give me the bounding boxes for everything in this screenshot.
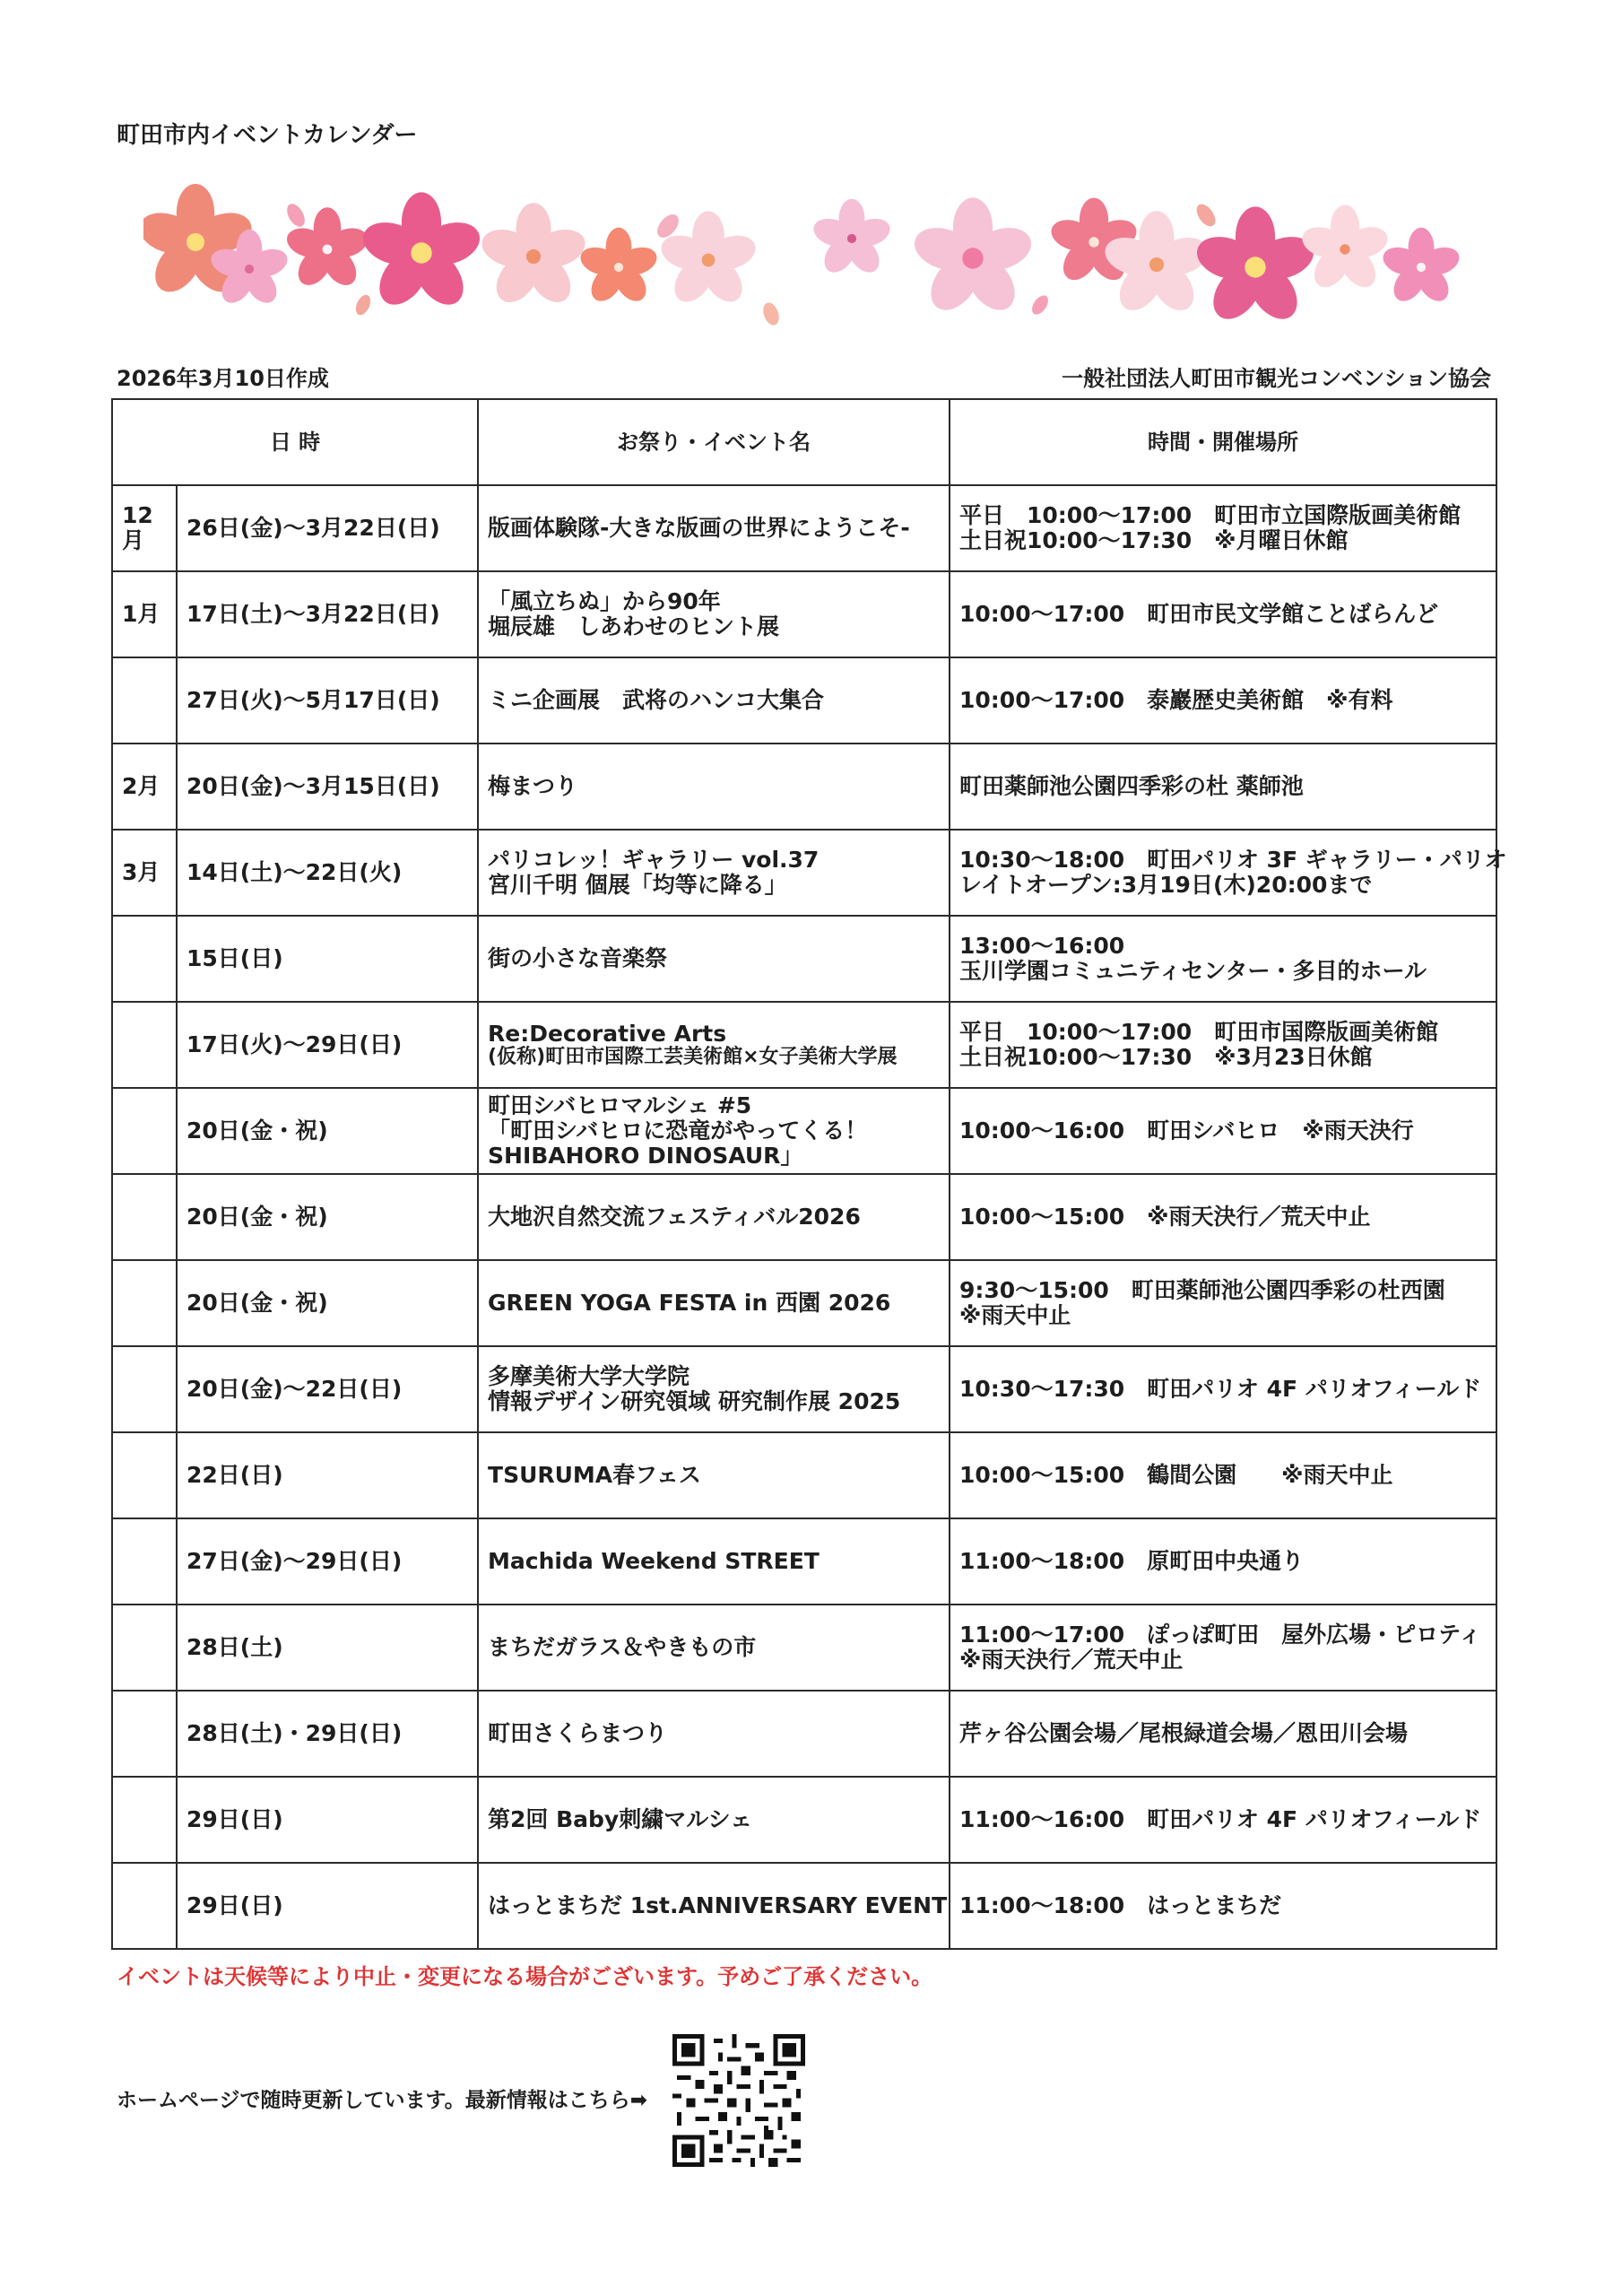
event-info-line: ※雨天決行／荒天中止 xyxy=(959,1647,1184,1673)
event-name-line: 版画体験隊-大きな版画の世界にようこそ- xyxy=(488,515,910,541)
month-cell xyxy=(112,1002,177,1088)
month-cell: 1月 xyxy=(112,571,177,657)
event-info-line: 土日祝10:00～17:30 ※3月23日休館 xyxy=(959,1044,1373,1070)
event-name-cell xyxy=(478,1174,950,1260)
event-name-line: Re:Decorative Arts xyxy=(488,1020,727,1047)
month-cell xyxy=(112,1777,177,1863)
event-name-cell xyxy=(478,1002,950,1088)
event-name-line: Machida Weekend STREET xyxy=(488,1548,820,1574)
month-cell xyxy=(112,1174,177,1260)
table-row xyxy=(112,1260,1496,1346)
month-cell xyxy=(112,1605,177,1691)
date-cell: 29日(日) xyxy=(177,1777,478,1863)
event-name-line: 「町田シバヒロに恐竜がやってくる！ xyxy=(488,1118,868,1144)
table-row xyxy=(112,1002,1496,1088)
column-header-name: お祭り・イベント名 xyxy=(478,399,950,485)
month-cell xyxy=(112,1088,177,1174)
event-name-cell xyxy=(478,1518,950,1605)
homepage-text: ホームページで随時更新しています。最新情報はこちら xyxy=(117,2089,630,2112)
event-info-cell xyxy=(950,1346,1496,1432)
event-name-cell xyxy=(478,1346,950,1432)
event-name-cell xyxy=(478,916,950,1002)
event-name-cell xyxy=(478,1432,950,1518)
month-cell xyxy=(112,1260,177,1346)
created-date: 2026年3月10日作成 xyxy=(117,366,329,391)
event-name-line: (仮称)町田市国際工芸美術館×女子美術大学展 xyxy=(488,1045,898,1068)
table-row xyxy=(112,830,1496,916)
event-name-line: まちだガラス＆やきもの市 xyxy=(488,1634,757,1660)
organization-name: 一般社団法人町田市観光コンベンション協会 xyxy=(1062,366,1491,391)
event-info-line: 10:00～15:00 鶴間公園 ※雨天中止 xyxy=(959,1462,1393,1488)
event-info-cell xyxy=(950,916,1496,1002)
event-info-line: 10:00～17:00 町田市民文学館ことばらんど xyxy=(959,601,1439,627)
weather-notice: イベントは天候等により中止・変更になる場合がございます。予めご了承ください。 xyxy=(117,1964,933,1989)
event-info-line: ※雨天中止 xyxy=(959,1302,1071,1328)
month-cell xyxy=(112,916,177,1002)
event-name-cell xyxy=(478,1605,950,1691)
date-cell: 14日(土)～22日(火) xyxy=(177,830,478,916)
event-info-line: 土日祝10:00～17:30 ※月曜日休館 xyxy=(959,527,1349,553)
column-header-date: 日 時 xyxy=(112,399,478,485)
event-info-line: 平日 10:00～17:00 町田市立国際版画美術館 xyxy=(959,502,1462,528)
arrow-right-icon: ➡ xyxy=(629,2089,647,2112)
event-info-cell xyxy=(950,830,1507,916)
page-title: 町田市内イベントカレンダー xyxy=(117,122,418,149)
event-info-cell xyxy=(950,1174,1496,1260)
date-cell: 17日(火)～29日(日) xyxy=(177,1002,478,1088)
date-cell: 15日(日) xyxy=(177,916,478,1002)
event-name-line: 宮川千明 個展「均等に降る」 xyxy=(488,872,787,898)
event-name-cell xyxy=(478,485,950,571)
table-row xyxy=(112,916,1496,1002)
event-info-line: 10:00～16:00 町田シバヒロ ※雨天決行 xyxy=(959,1118,1414,1144)
month-cell xyxy=(112,1346,177,1432)
event-info-cell xyxy=(950,1605,1496,1691)
table-row xyxy=(112,1863,1496,1949)
table-row xyxy=(112,1174,1496,1260)
event-info-line: 町田薬師池公園四季彩の杜 薬師池 xyxy=(959,773,1304,799)
date-cell: 20日(金)～22日(日) xyxy=(177,1346,478,1432)
month-cell xyxy=(112,1432,177,1518)
month-cell: 3月 xyxy=(112,830,177,916)
event-table xyxy=(111,398,1507,1950)
event-info-cell xyxy=(950,1432,1496,1518)
event-info-line: 10:30～18:00 町田パリオ 3F ギャラリー・パリオ xyxy=(959,847,1507,873)
event-name-line: GREEN YOGA FESTA in 西園 2026 xyxy=(488,1290,891,1316)
event-info-line: 11:00～17:00 ぽっぽ町田 屋外広場・ピロティ xyxy=(959,1622,1482,1648)
event-info-line: 玉川学園コミュニティセンター・多目的ホール xyxy=(959,958,1427,984)
event-info-cell xyxy=(950,657,1496,744)
event-name-line: 情報デザイン研究領域 研究制作展 2025 xyxy=(488,1388,901,1414)
event-info-line: 10:00～17:00 泰巖歴史美術館 ※有料 xyxy=(959,687,1393,713)
event-name-line: 大地沢自然交流フェスティバル2026 xyxy=(488,1204,861,1230)
date-cell: 29日(日) xyxy=(177,1863,478,1949)
event-name-cell xyxy=(478,657,950,744)
month-cell xyxy=(112,1691,177,1777)
event-name-line: 町田さくらまつり xyxy=(488,1720,668,1746)
event-name-line: 「風立ちぬ」から90年 xyxy=(488,588,721,614)
month-cell xyxy=(112,1863,177,1949)
event-name-cell xyxy=(478,1088,950,1174)
event-name-line: ミニ企画展 武将のハンコ大集合 xyxy=(488,687,825,713)
event-info-line: レイトオープン:3月19日(木)20:00まで xyxy=(959,872,1373,898)
table-row xyxy=(112,1605,1496,1691)
table-row xyxy=(112,657,1496,744)
event-info-line: 9:30～15:00 町田薬師池公園四季彩の杜西園 xyxy=(959,1277,1445,1303)
date-cell: 20日(金・祝) xyxy=(177,1088,478,1174)
table-row xyxy=(112,1777,1496,1863)
date-cell: 26日(金)～3月22日(日) xyxy=(177,485,478,571)
event-info-cell xyxy=(950,1518,1496,1605)
event-name-cell xyxy=(478,1691,950,1777)
event-info-cell xyxy=(950,1088,1496,1174)
cherry-blossom-banner-icon xyxy=(143,179,1470,341)
date-cell: 28日(土)・29日(日) xyxy=(177,1691,478,1777)
event-info-line: 平日 10:00～17:00 町田市国際版画美術館 xyxy=(959,1019,1439,1045)
event-info-line: 10:30～17:30 町田パリオ 4F パリオフィールド xyxy=(959,1376,1482,1402)
event-info-cell xyxy=(950,571,1496,657)
event-name-cell xyxy=(478,744,950,830)
event-info-cell xyxy=(950,1260,1496,1346)
event-name-cell xyxy=(478,830,950,916)
event-name-cell xyxy=(478,1863,950,1949)
event-info-cell xyxy=(950,485,1496,571)
event-info-cell xyxy=(950,744,1496,830)
event-info-line: 芹ヶ谷公園会場／尾根緑道会場／恩田川会場 xyxy=(959,1720,1409,1746)
homepage-note xyxy=(117,2083,647,2113)
event-info-line: 10:00～15:00 ※雨天決行／荒天中止 xyxy=(959,1204,1371,1230)
event-name-line: はっとまちだ 1st.ANNIVERSARY EVENT xyxy=(488,1892,948,1918)
event-info-line: 11:00～18:00 原町田中央通り xyxy=(959,1548,1305,1574)
event-name-line: 多摩美術大学大学院 xyxy=(488,1363,690,1389)
table-row xyxy=(112,485,1496,571)
date-cell: 20日(金・祝) xyxy=(177,1260,478,1346)
event-info-line: 13:00～16:00 xyxy=(959,933,1125,959)
table-row xyxy=(112,1346,1496,1432)
event-name-cell xyxy=(478,1260,950,1346)
date-cell: 28日(土) xyxy=(177,1605,478,1691)
month-cell: 12月 xyxy=(112,485,177,571)
date-cell: 17日(土)～3月22日(日) xyxy=(177,571,478,657)
month-cell: 2月 xyxy=(112,744,177,830)
event-name-line: 第2回 Baby刺繍マルシェ xyxy=(488,1806,753,1832)
table-row xyxy=(112,1432,1496,1518)
month-cell xyxy=(112,657,177,744)
table-row xyxy=(112,744,1496,830)
qr-code-icon[interactable] xyxy=(672,2034,805,2167)
column-header-info: 時間・開催場所 xyxy=(950,399,1496,485)
date-cell: 27日(金)～29日(日) xyxy=(177,1518,478,1605)
table-header-row xyxy=(112,399,1496,485)
date-cell: 20日(金・祝) xyxy=(177,1174,478,1260)
event-name-line: TSURUMA春フェス xyxy=(488,1462,701,1488)
table-row xyxy=(112,1691,1496,1777)
event-info-cell xyxy=(950,1002,1496,1088)
event-info-line: 11:00～16:00 町田パリオ 4F パリオフィールド xyxy=(959,1806,1482,1832)
date-cell: 20日(金)～3月15日(日) xyxy=(177,744,478,830)
date-cell: 22日(日) xyxy=(177,1432,478,1518)
event-name-line: 堀辰雄 しあわせのヒント展 xyxy=(488,613,780,639)
event-info-cell xyxy=(950,1863,1496,1949)
event-name-line: パリコレッ！ギャラリー vol.37 xyxy=(488,847,820,873)
event-name-line: SHIBAHORO DINOSAUR」 xyxy=(488,1143,803,1169)
event-info-cell xyxy=(950,1777,1496,1863)
date-cell: 27日(火)～5月17日(日) xyxy=(177,657,478,744)
event-name-line: 梅まつり xyxy=(488,773,578,799)
event-name-cell xyxy=(478,1777,950,1863)
event-name-cell xyxy=(478,571,950,657)
table-row xyxy=(112,1518,1496,1605)
table-row xyxy=(112,571,1496,657)
event-name-line: 町田シバヒロマルシェ #5 xyxy=(488,1092,752,1118)
event-name-line: 街の小さな音楽祭 xyxy=(488,945,668,971)
month-cell xyxy=(112,1518,177,1605)
table-row xyxy=(112,1088,1496,1174)
event-info-line: 11:00～18:00 はっとまちだ xyxy=(959,1892,1282,1918)
event-info-cell xyxy=(950,1691,1496,1777)
